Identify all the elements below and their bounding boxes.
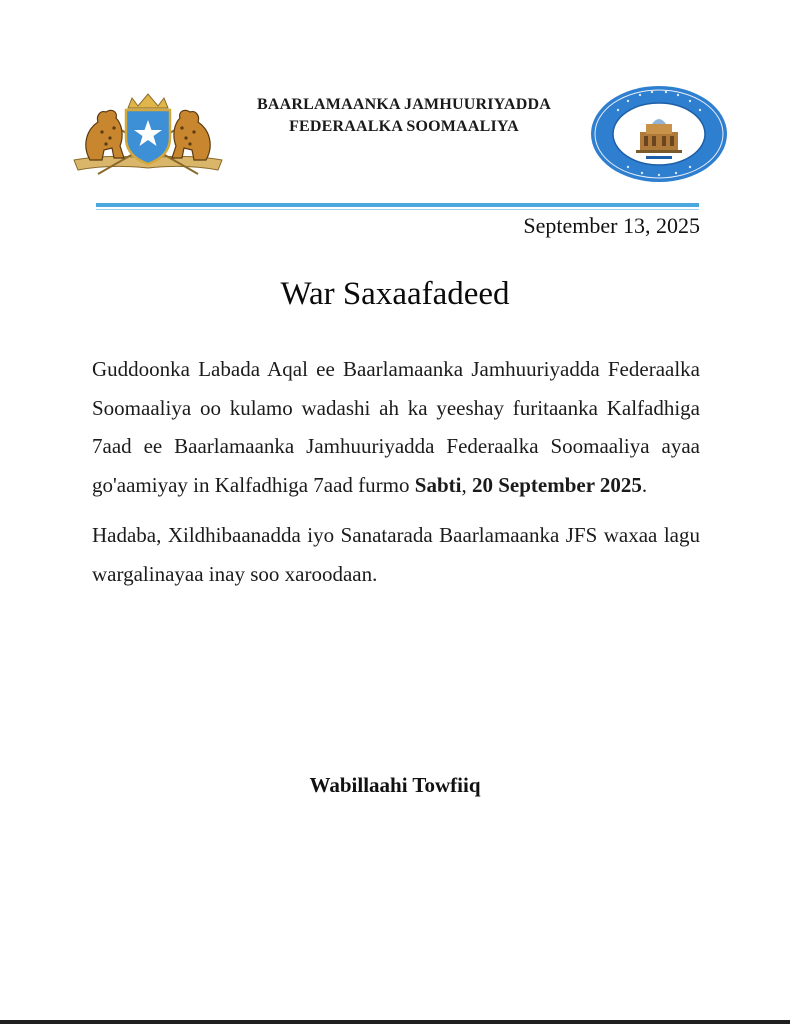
parliament-name-line2: FEDERAALKA SOOMAALIYA <box>289 118 519 135</box>
letterhead <box>0 80 790 190</box>
header-divider <box>96 203 699 207</box>
document-date: September 13, 2025 <box>523 213 700 238</box>
page-bottom-border <box>0 1020 790 1024</box>
header-divider-thin <box>96 209 699 210</box>
announcement-separator: , <box>461 472 472 497</box>
closing-signature: Wabillaahi Towfiiq <box>309 773 481 797</box>
parliament-name <box>232 94 576 138</box>
document-title: War Saxaafadeed <box>280 276 510 312</box>
paragraph-announcement-text: Guddoonka Labada Aqal ee Baarlamaanka Jamhuuriyadda Federaalka Soomaaliya oo kulamo wadashi ah ka yeeshay furitaanka Kalfadhiga 7aad ee Baarlamaanka Jamhuuriyadda Federaalka Soomaaliya ayaa go'aamiyay in Kalfadhiga 7aad furmo <box>92 357 700 497</box>
document-body <box>92 350 700 593</box>
paragraph-notice: Hadaba, Xildhibaanadda iyo Sanatarada Baarlamaanka JFS waxaa lagu wargalinayaa inay soo xaroodaan. <box>92 523 700 586</box>
announcement-day: Sabti <box>414 472 462 497</box>
somali-coat-of-arms-icon <box>68 88 228 180</box>
announcement-date: 20 September 2025 <box>471 472 642 497</box>
upper-house-seal-icon <box>588 84 730 184</box>
paragraph-announcement <box>92 350 700 504</box>
parliament-name-line1: BAARLAMAANKA JAMHUURIYADDA <box>257 96 551 113</box>
announcement-period: . <box>641 472 648 497</box>
